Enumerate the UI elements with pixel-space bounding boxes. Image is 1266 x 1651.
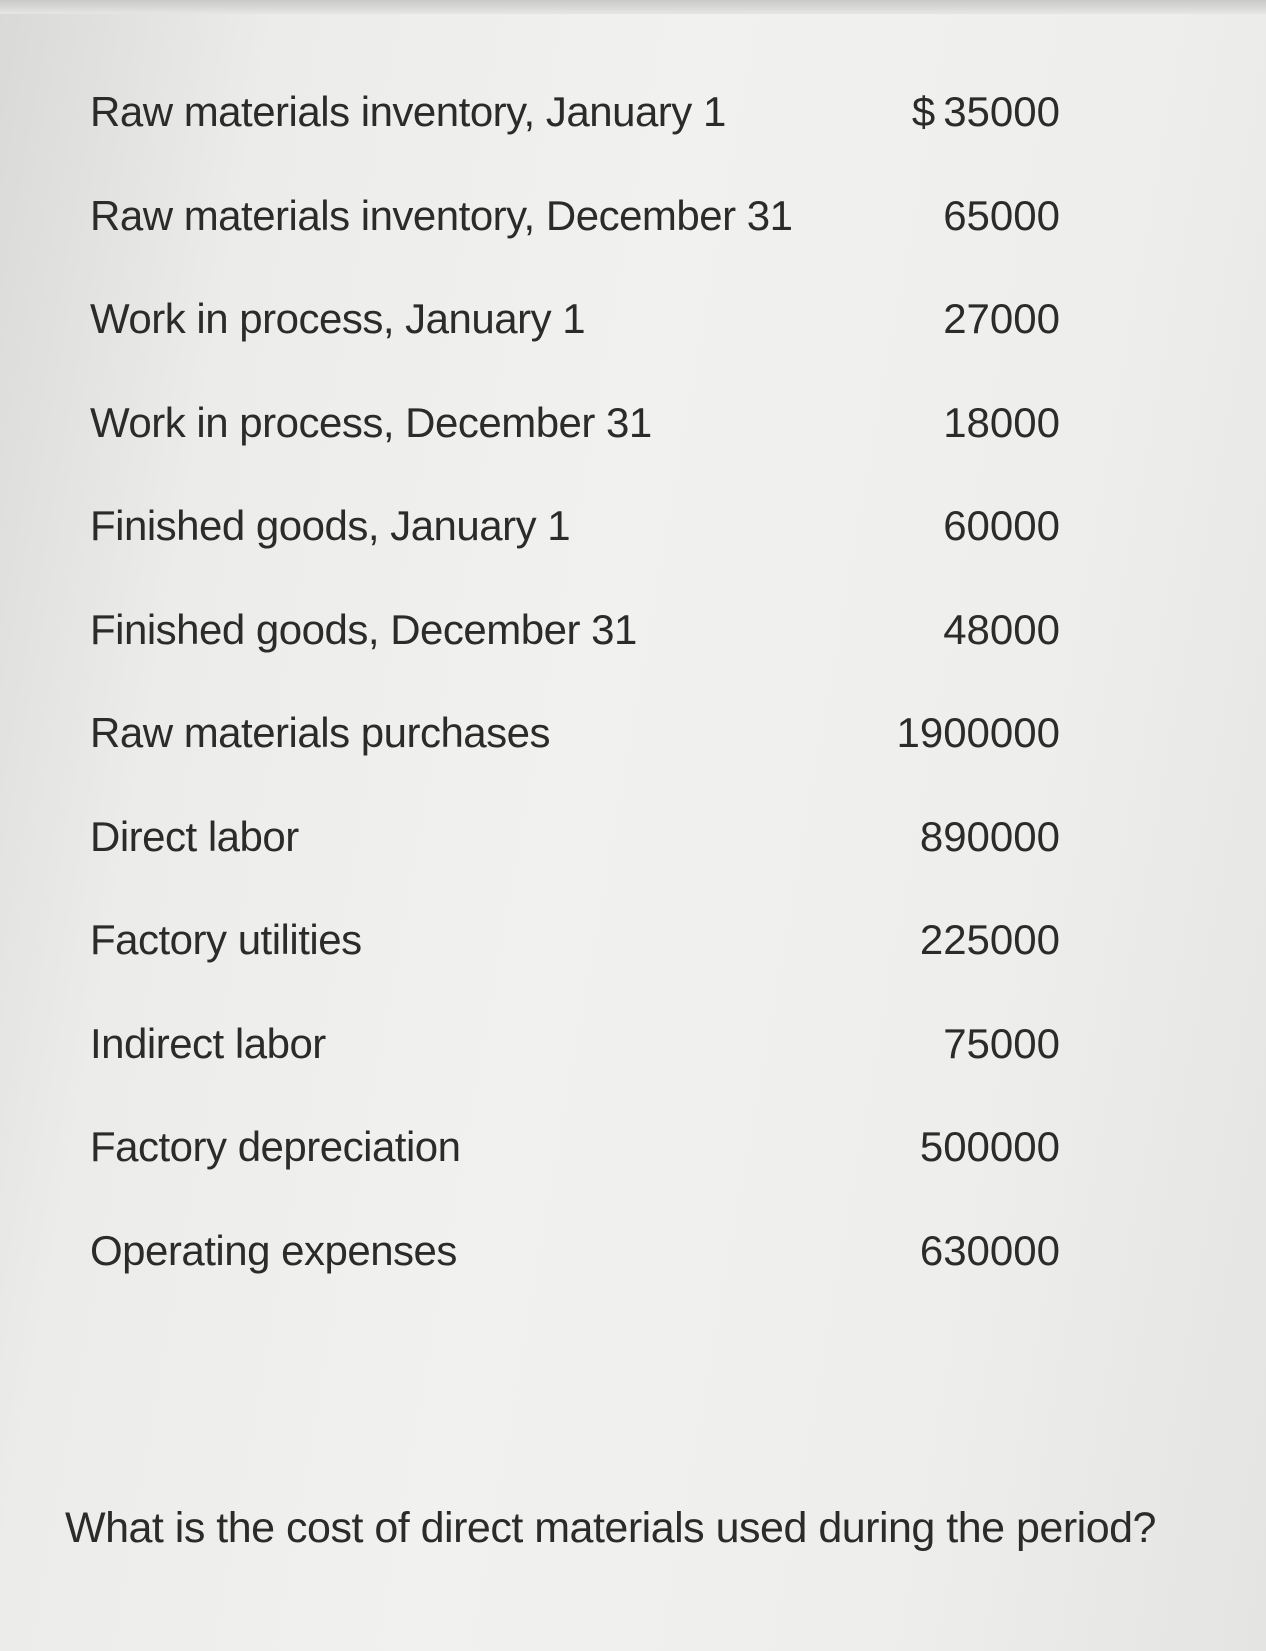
item-amount: 500000 [919,1123,1060,1170]
item-label: Finished goods, January 1 [90,502,571,549]
paper-edge [0,0,1266,14]
list-item [90,88,1070,192]
item-amount: 1900000 [896,709,1060,756]
list-item [90,709,1070,813]
item-label: Raw materials inventory, January 1 [90,88,726,135]
item-amount: 630000 [919,1226,1060,1274]
item-amount: 225000 [919,916,1060,963]
list-item [90,813,1070,917]
item-amount: 48000 [943,605,1060,653]
item-label: Raw materials inventory, December 31 [90,191,793,239]
item-label: Operating expenses [90,1226,457,1274]
item-label: Raw materials purchases [90,709,551,756]
list-item [90,295,1070,399]
list-item [90,1227,1070,1331]
list-item [90,192,1070,296]
list-item [90,1020,1070,1124]
item-amount: 75000 [943,1019,1060,1067]
list-item [90,606,1070,710]
item-label: Work in process, December 31 [90,398,652,446]
list-item [90,399,1070,503]
cost-data-list [90,88,1070,1330]
item-label: Finished goods, December 31 [90,605,637,653]
item-label: Work in process, January 1 [90,295,586,342]
item-label: Factory utilities [90,916,362,963]
currency-symbol: $ [911,88,936,135]
item-amount: 890000 [919,812,1060,860]
item-amount [912,88,1070,136]
list-item [90,502,1070,606]
list-item [90,1123,1070,1227]
amount-value: 35000 [943,88,1060,135]
item-amount: 27000 [943,295,1060,342]
item-label: Indirect labor [90,1019,326,1067]
item-amount: 60000 [943,502,1060,549]
item-label: Direct labor [90,812,299,860]
item-amount: 18000 [943,398,1060,446]
item-label: Factory depreciation [90,1123,461,1170]
item-amount: 65000 [943,191,1060,239]
list-item [90,916,1070,1020]
question-text: What is the cost of direct materials used during the period? [65,1504,1156,1552]
